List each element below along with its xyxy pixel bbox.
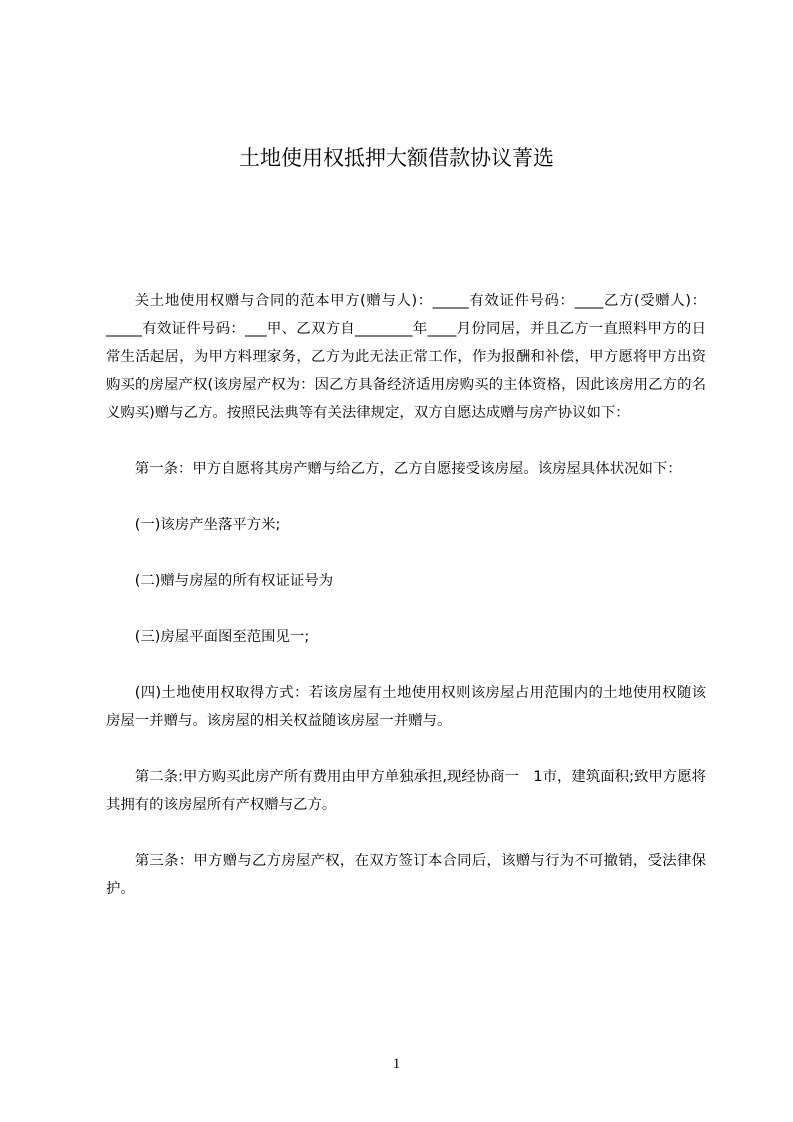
page-number: 1	[392, 1056, 401, 1072]
paragraph-article-1: 第一条：甲方自愿将其房产赠与给乙方，乙方自愿接受该房屋。该房屋具体状况如下：	[134, 461, 682, 477]
paragraph-intro: 关土地使用权赠与合同的范本甲方(赠与人)：_____有效证件号码：____乙方(受赠人)：_____有效证件号码：___甲、乙双方自________年____月份同居，并且乙方一直照料甲方的日常生活起居，为甲方料理家务，乙方为此无法正常工作，作为报酬和补偿，甲方愿将甲方出资购买的房屋产权(该房屋产权为：因乙方具备经济适用房购买的主体资格，因此该房用乙方的名义购买)赠与乙方。按照民法典等有关法律规定，双方自愿达成赠与房产协议如下：	[106, 293, 706, 421]
paragraph-item-1: (一)该房产坐落平方米;	[134, 517, 281, 533]
paragraph-item-4: (四)土地使用权取得方式：若该房屋有土地使用权则该房屋占用范围内的土地使用权随该房屋一并赠与。该房屋的相关权益随该房屋一并赠与。	[106, 685, 706, 729]
paragraph-item-3: (三)房屋平面图至范围见一;	[134, 629, 310, 645]
paragraph-item-2: (二)赠与房屋的所有权证证号为	[134, 573, 334, 589]
paragraph-article-2: 第二条:甲方购买此房产所有费用由甲方单独承担,现经协商一 1市，建筑面积;致甲方愿将其拥有的该房屋所有产权赠与乙方。	[106, 769, 706, 813]
document-body	[106, 287, 706, 903]
paragraph-article-3: 第三条：甲方赠与乙方房屋产权，在双方签订本合同后，该赠与行为不可撤销，受法律保护。	[106, 853, 706, 897]
document-title: 土地使用权抵押大额借款协议菁选	[239, 146, 554, 170]
